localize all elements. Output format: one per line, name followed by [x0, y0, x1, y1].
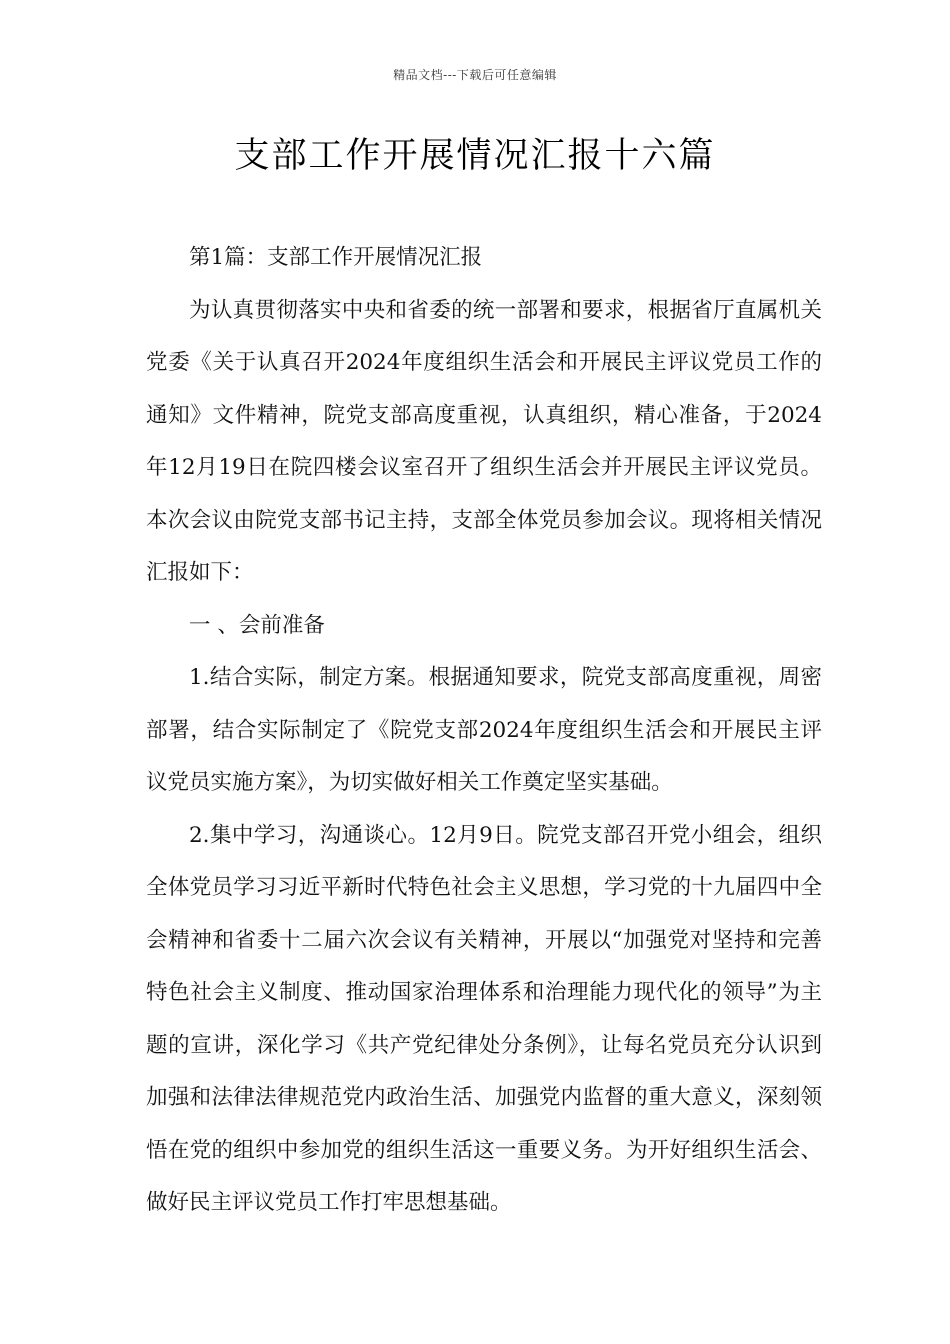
paragraph: 为认真贯彻落实中央和省委的统一部署和要求，根据省厅直属机关党委《关于认真召开2024年度组织生活会和开展民主评议党员工作的通知》文件精神，院党支部高度重视，认真组织，精心准备，于2024年12月19日在院四楼会议室召开了组织生活会并开展民主评议党员。本次会议由院党支部书记主持，支部全体党员参加会议。现将相关情况汇报如下： — [146, 297, 822, 585]
header-note: 精品文档---下载后可任意编辑 — [393, 68, 557, 82]
section-heading: 一 、会前准备 — [189, 612, 325, 638]
section-heading: 第1篇：支部工作开展情况汇报 — [189, 245, 483, 270]
document-body — [146, 232, 822, 1230]
document-title: 支部工作开展情况汇报十六篇 — [234, 136, 716, 176]
paragraph: 2.集中学习，沟通谈心。12月9日。院党支部召开党小组会，组织全体党员学习习近平新时代特色社会主义思想，学习党的十九届四中全会精神和省委十二届六次会议有关精神，开展以“加强党对坚持和完善特色社会主义制度、推动国家治理体系和治理能力现代化的领导”为主题的宣讲，深化学习《共产党纪律处分条例》，让每名党员充分认识到加强和法律法律规范党内政治生活、加强党内监督的重大意义，深刻领悟在党的组织中参加党的组织生活这一重要义务。为开好组织生活会、做好民主评议党员工作打牢思想基础。 — [146, 822, 822, 1215]
paragraph: 1.结合实际，制定方案。根据通知要求，院党支部高度重视，周密部署，结合实际制定了《院党支部2024年度组织生活会和开展民主评议党员实施方案》，为切实做好相关工作奠定坚实基础。 — [146, 665, 822, 795]
